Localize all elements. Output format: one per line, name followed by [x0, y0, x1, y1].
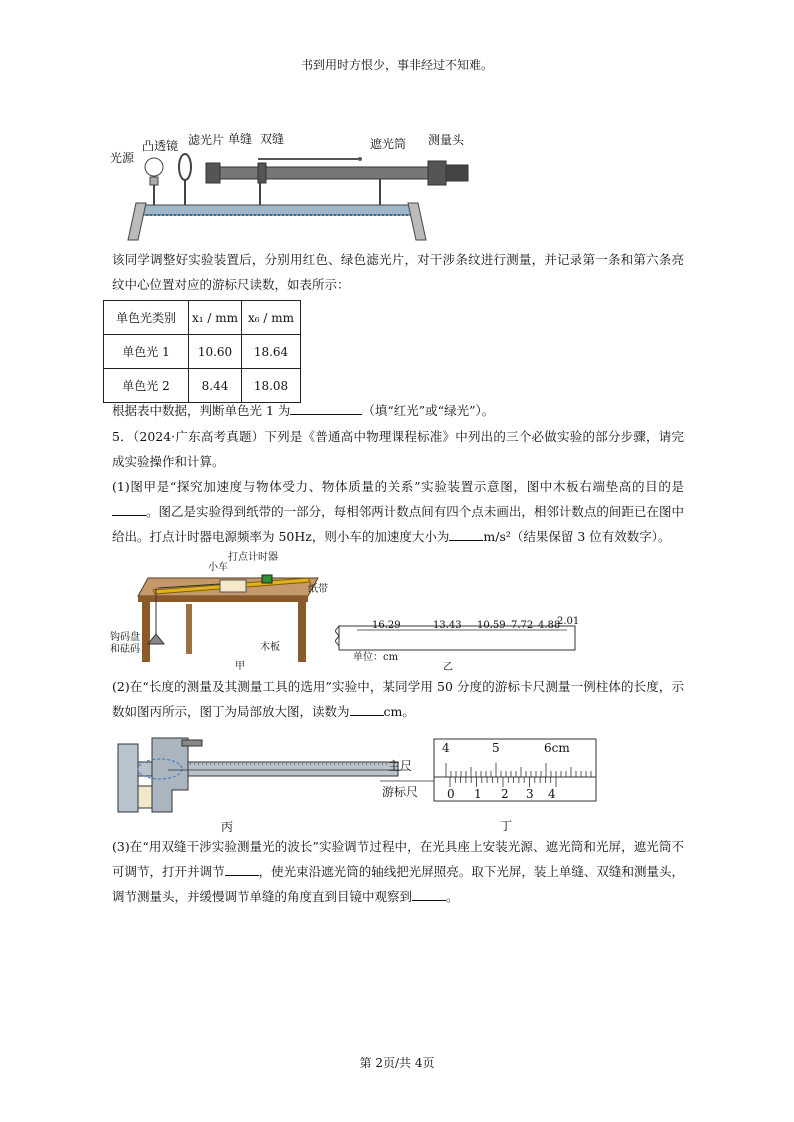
label-hood: 遮光筒 [370, 137, 407, 151]
figure-yi [335, 612, 580, 672]
part1-text-c: （结果保留 3 位有效数字）。 [510, 529, 671, 544]
part3-end: 。 [446, 889, 459, 904]
answer-blank [225, 875, 259, 876]
label-light-source: 光源 [110, 151, 135, 165]
table-cell: 单色光 1 [104, 335, 189, 369]
label-convex-lens: 凸透镜 [142, 139, 179, 153]
label-double-slit: 双缝 [260, 132, 285, 146]
tape-segment: 7.72 [511, 620, 534, 631]
label-single-slit: 单缝 [228, 132, 253, 146]
table-cell: 18.64 [242, 335, 301, 369]
answer-blank [449, 540, 483, 541]
main-scale-label: 6cm [544, 741, 570, 755]
intro-paragraph: 该同学调整好实验装置后，分别用红色、绿色滤光片，对干涉条纹进行测量，并记录第一条和第六条亮纹中心位置对应的游标尺读数，如表所示： [112, 252, 684, 292]
caliper-drawing [108, 724, 408, 814]
judge-sentence [112, 398, 684, 423]
judge-text-a: 根据表中数据，判断单色光 1 为 [112, 403, 291, 418]
table-header: 单色光类别 [104, 301, 189, 335]
label-tape: 纸带 [308, 584, 328, 595]
label-cart: 小车 [208, 562, 228, 573]
answer-blank [112, 515, 146, 516]
tape-segment: 13.43 [433, 620, 462, 631]
figure-jia [108, 548, 338, 670]
table-cell: 单色光 2 [104, 369, 189, 403]
part2-unit: cm。 [383, 704, 415, 719]
table-header: x₁ / mm [189, 301, 242, 335]
vernier-scale-label: 4 [548, 787, 556, 801]
label-measuring-head: 测量头 [428, 133, 465, 147]
vernier-scale-label: 3 [526, 787, 534, 801]
data-table [103, 300, 301, 403]
table-cell: 18.08 [242, 369, 301, 403]
part1-text-a: (1)图甲是“探究加速度与物体受力、物体质量的关系”实验装置示意图，图中木板右端垫高的目的是 [112, 479, 684, 494]
question-5-part-1 [112, 474, 684, 549]
caption-yi: 乙 [443, 662, 453, 673]
caption-jia: 甲 [235, 661, 245, 672]
figure-bing [108, 724, 408, 834]
answer-blank [290, 414, 362, 415]
tape-segment: 2.01 [557, 616, 580, 627]
caption-bing: 丙 [221, 820, 234, 834]
page-number: 第 2页/共 4页 [359, 1056, 435, 1070]
label-filter: 滤光片 [188, 133, 225, 147]
table-header-row [104, 301, 301, 335]
tape-unit: 单位：cm [353, 652, 399, 663]
table-row [104, 335, 301, 369]
judge-text-b: （填“红光”或“绿光”）。 [362, 403, 495, 418]
tape-segment: 4.88 [538, 620, 561, 631]
answer-blank [412, 900, 446, 901]
vernier-scale-label: 2 [501, 787, 509, 801]
main-scale-title: 主尺 [388, 759, 413, 773]
table-cell: 10.60 [189, 335, 242, 369]
figure-ding [380, 737, 600, 837]
caption-ding: 丁 [500, 819, 513, 833]
vernier-scale-title: 游标尺 [382, 785, 419, 799]
label-weights-2: 和砝码 [110, 644, 140, 655]
part1-text-b: 。图乙是实验得到纸带的一部分，每相邻两计数点间有四个点未画出，相邻计数点的间距已在图中给出。打点计时器电源频率为 50Hz，则小车的加速度大小为 [112, 504, 684, 544]
main-scale-label: 5 [492, 741, 500, 755]
part3-text-b: ，使光束沿遮光筒的轴线把光屏照亮。取下光屏，装上单缝、双缝和测量头，调节测量头，并缓慢调节单缝的角度直到目镜中观察到 [112, 864, 684, 904]
apparatus-figure [108, 125, 508, 245]
part2-text-a: (2)在“长度的测量及其测量工具的选用”实验中，某同学用 50 分度的游标卡尺测量一例柱体的长度，示数如图丙所示，图丁为局部放大图，读数为 [112, 679, 684, 719]
table-cell: 8.44 [189, 369, 242, 403]
label-timer: 打点计时器 [228, 552, 278, 563]
part3-text-a: (3)在“用双缝干涉实验测量光的波长”实验调节过程中，在光具座上安装光源、遮光筒和光屏，遮光筒不可调节，打开并调节 [112, 839, 684, 879]
vernier-scale-label: 1 [474, 787, 482, 801]
part1-unit: m/s² [483, 529, 511, 544]
question-5-part-2 [112, 674, 684, 724]
label-weights-1: 钩码盘 [110, 632, 140, 643]
label-board: 木板 [260, 642, 280, 653]
question-5-stem: 5．（2024·广东高考真题）下列是《普通高中物理课程标准》中列出的三个必做实验的部分步骤，请完成实验操作和计算。 [112, 429, 684, 469]
page-header-motto: 书到用时方恨少，事非经过不知难。 [300, 58, 493, 72]
vernier-scale-label: 0 [447, 787, 455, 801]
tape-segment: 10.59 [477, 620, 506, 631]
tape-segment: 16.29 [372, 620, 401, 631]
main-scale-label: 4 [442, 741, 450, 755]
answer-blank [350, 715, 384, 716]
table-header: x₆ / mm [242, 301, 301, 335]
question-5-part-3 [112, 834, 684, 909]
